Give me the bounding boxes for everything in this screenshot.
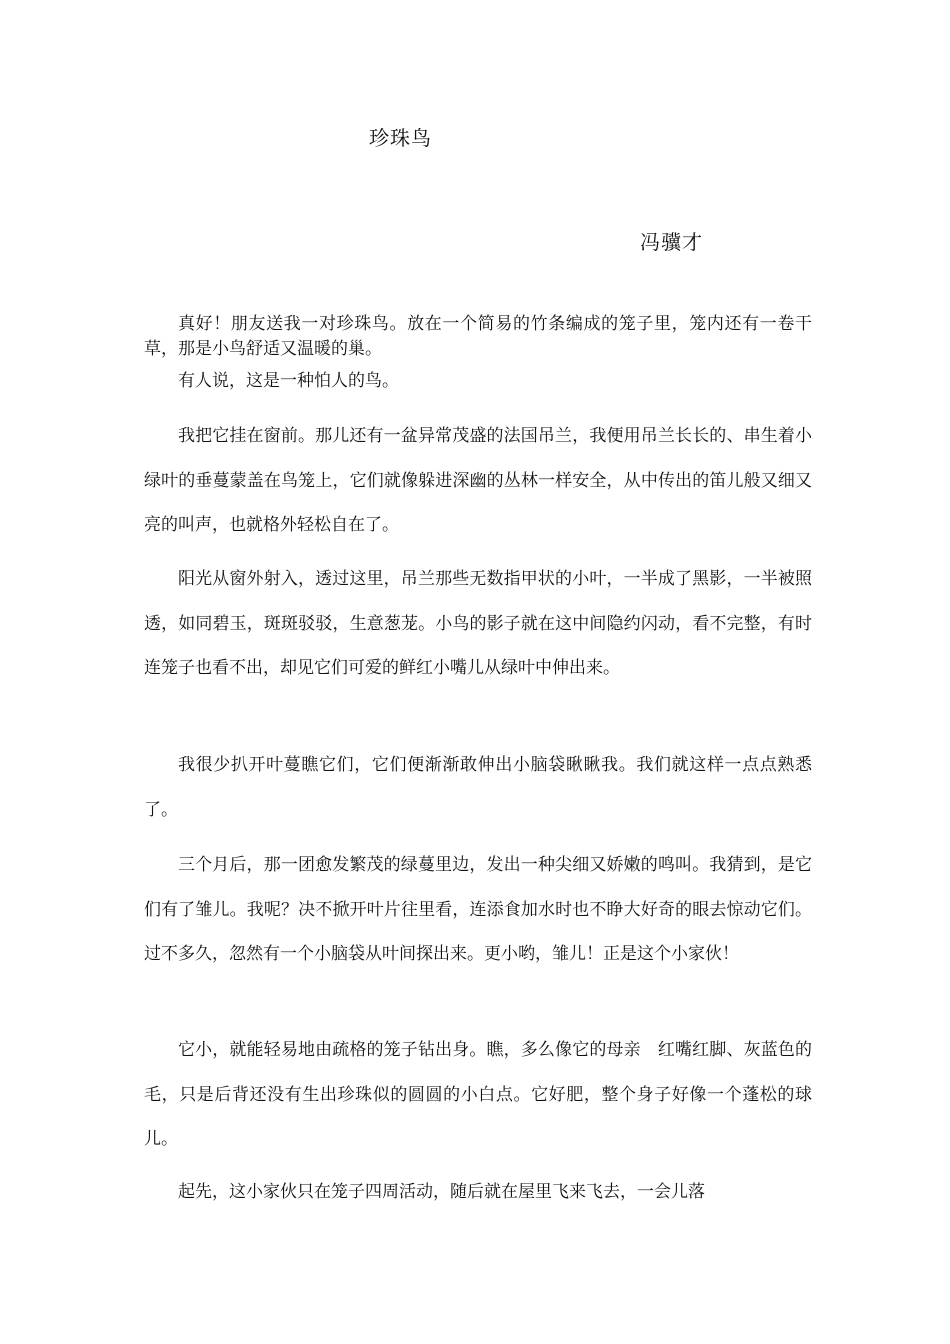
paragraph-1: 真好！朋友送我一对珍珠鸟。放在一个简易的竹条编成的笼子里，笼内还有一卷干草，那是小鸟舒适又温暖的巢。 (144, 314, 812, 359)
paragraph-8: 起先，这小家伙只在笼子四周活动，随后就在屋里飞来飞去，一会儿落 (178, 1182, 705, 1202)
document-author: 冯骥才 (640, 230, 703, 254)
paragraph-5: 我很少扒开叶蔓瞧它们，它们便渐渐敢伸出小脑袋瞅瞅我。我们就这样一点点熟悉了。 (144, 755, 812, 820)
paragraph-3: 我把它挂在窗前。那儿还有一盆异常茂盛的法国吊兰，我便用吊兰长长的、串生着小绿叶的垂蔓蒙盖在鸟笼上，它们就像躲进深幽的丛林一样安全，从中传出的笛儿般又细又亮的叫声，也就格外轻松自在了。 (144, 426, 812, 535)
document-title: 珍珠鸟 (369, 126, 432, 150)
paragraph-2: 有人说，这是一种怕人的鸟。 (178, 371, 399, 391)
paragraph-6: 三个月后，那一团愈发繁茂的绿蔓里边，发出一种尖细又娇嫩的鸣叫。我猜到，是它们有了雏儿。我呢？决不掀开叶片往里看，连添食加水时也不睁大好奇的眼去惊动它们。过不多久，忽然有一个小脑袋从叶间探出来。更小哟，雏儿！正是这个小家伙！ (144, 855, 812, 964)
paragraph-7: 它小，就能轻易地由疏格的笼子钻出身。瞧，多么像它的母亲 红嘴红脚、灰蓝色的毛，只是后背还没有生出珍珠似的圆圆的小白点。它好肥，整个身子好像一个蓬松的球儿。 (144, 1040, 812, 1149)
paragraph-4: 阳光从窗外射入，透过这里，吊兰那些无数指甲状的小叶，一半成了黑影，一半被照透，如同碧玉，斑斑驳驳，生意葱茏。小鸟的影子就在这中间隐约闪动，看不完整，有时连笼子也看不出，却见它们可爱的鲜红小嘴儿从绿叶中伸出来。 (144, 569, 812, 678)
